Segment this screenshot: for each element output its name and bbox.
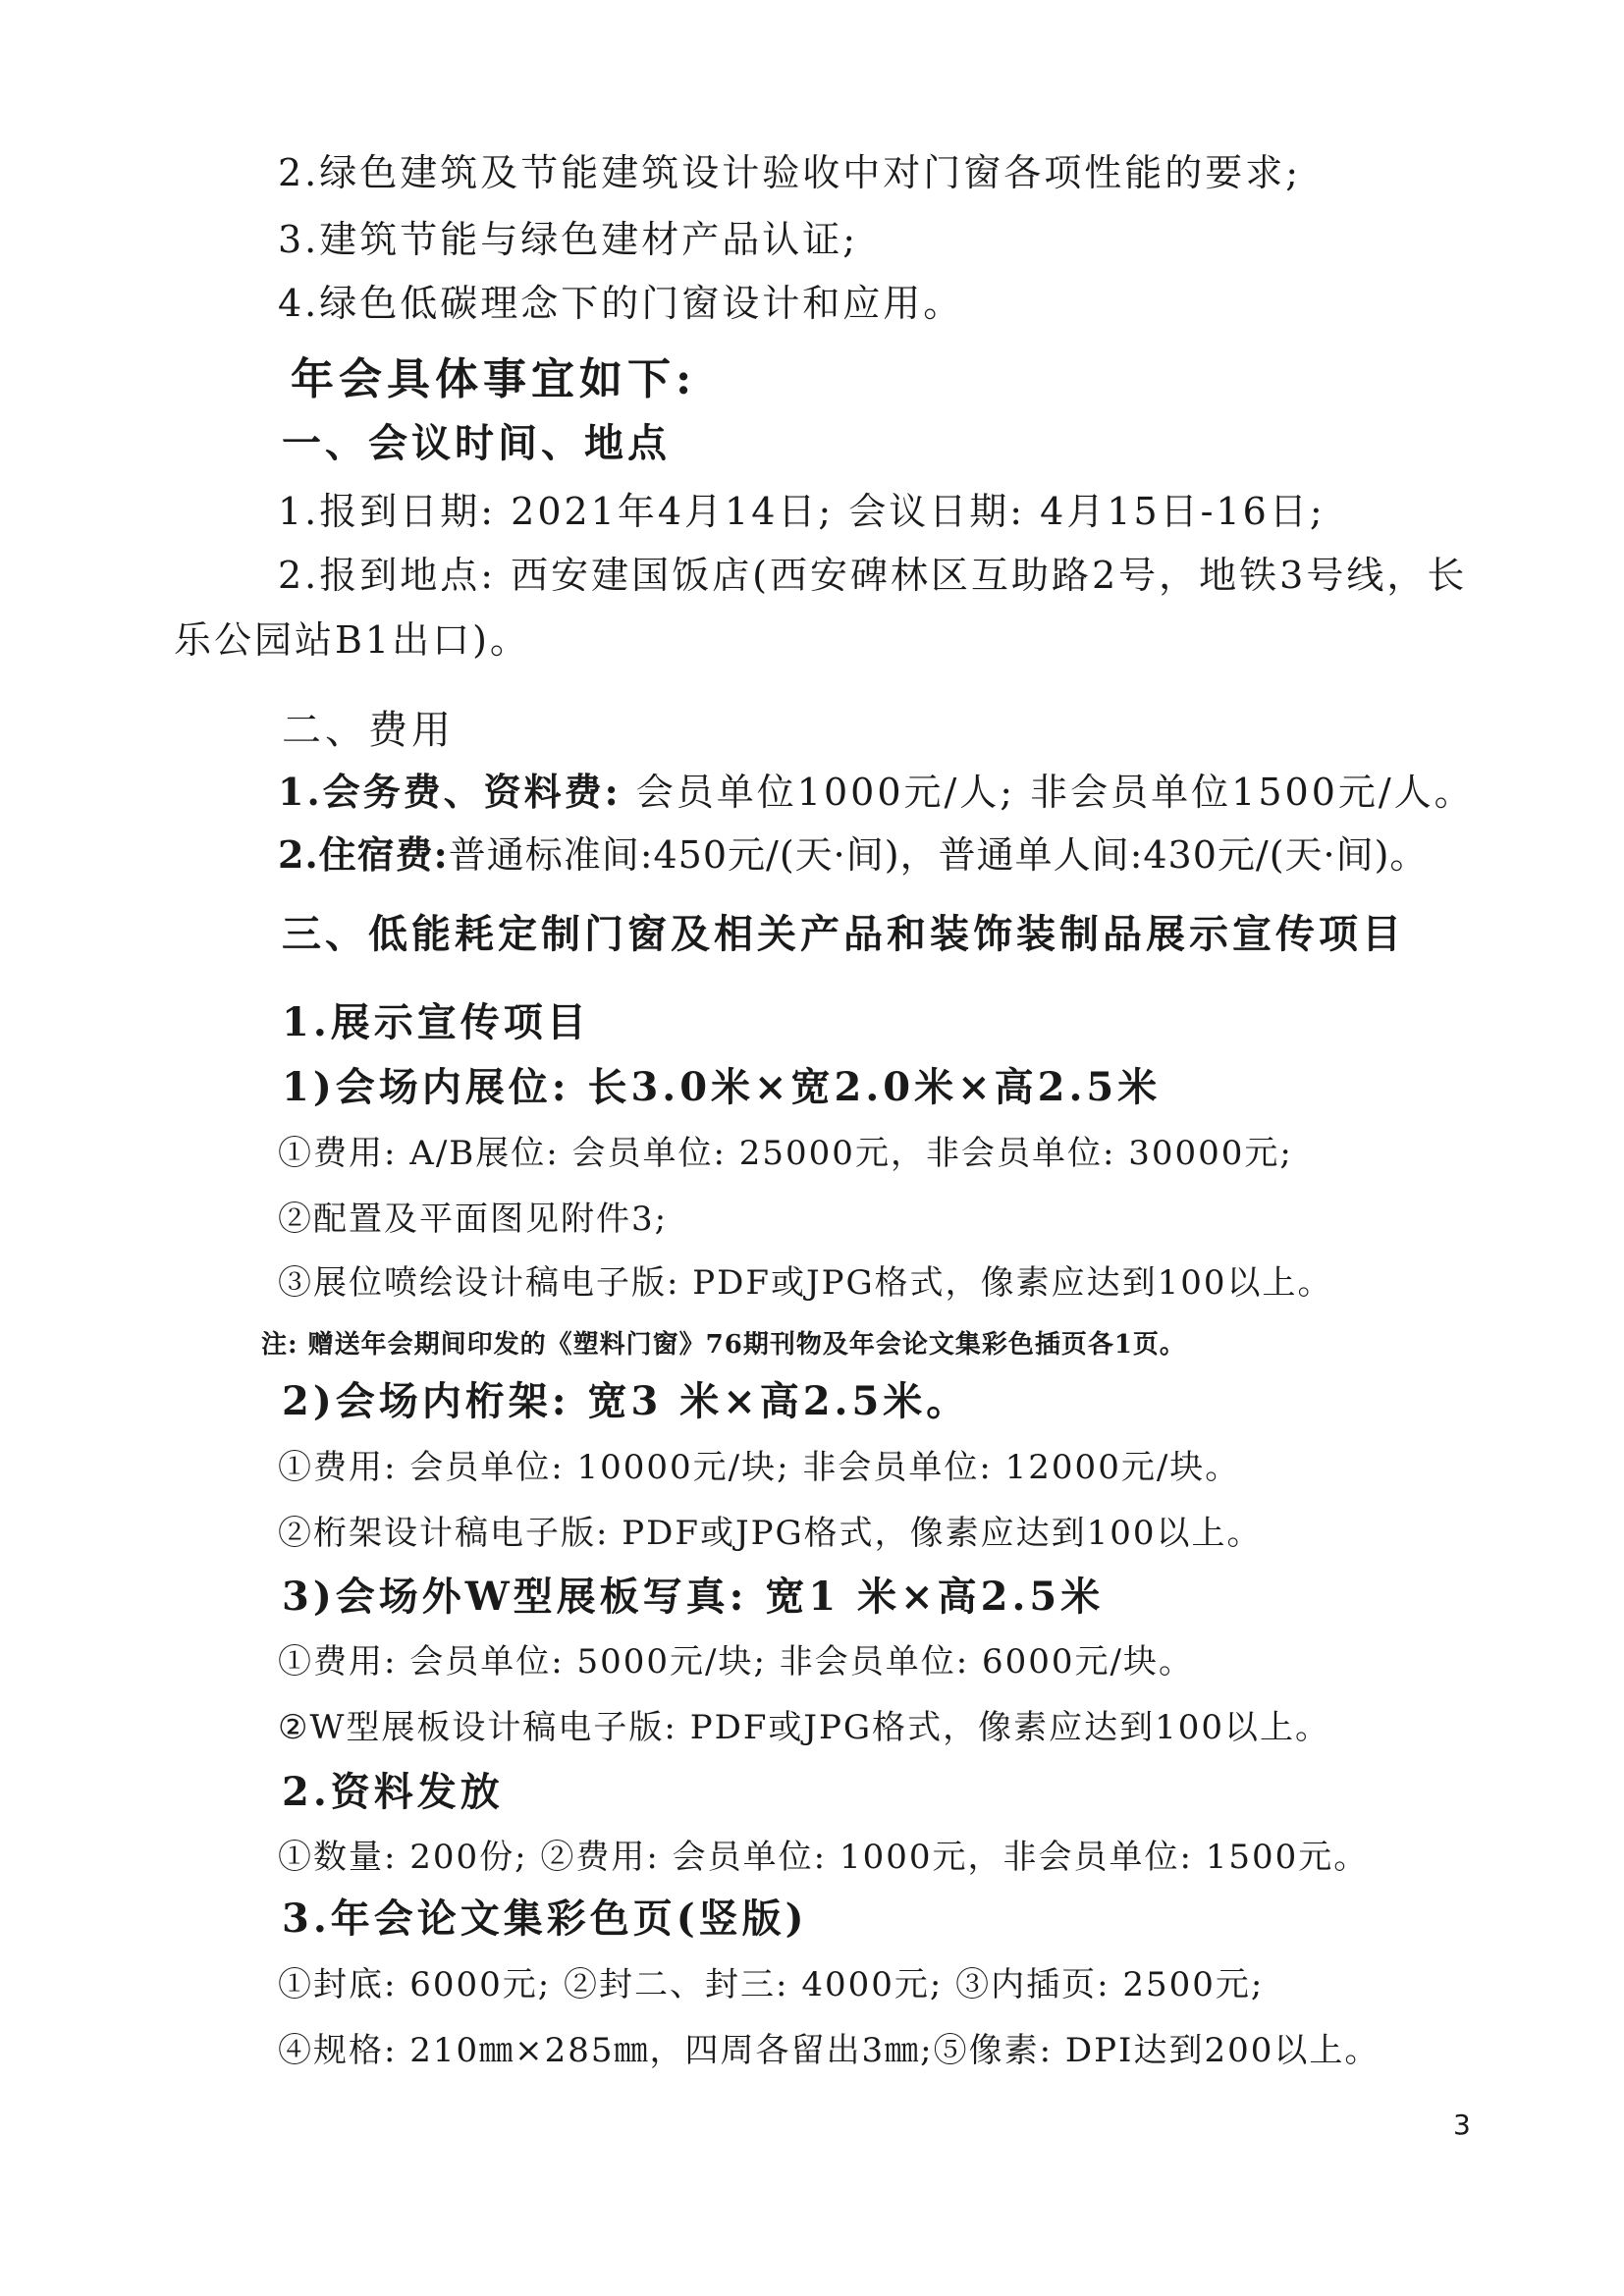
accommodation-fee-value: 普通标准间:450元/(天·间)，普通单人间:430元/(天·间)。 (448, 833, 1429, 877)
booth-item: ①费用: A/B展位: 会员单位: 25000元，非会员单位: 30000元; (278, 1134, 1293, 1173)
section-heading: 一、会议时间、地点 (282, 420, 671, 466)
meeting-fee (278, 770, 1475, 814)
wboard-title: 3)会场外W型展板写真: 宽1 米×高2.5米 (282, 1574, 1105, 1620)
material-line: ①数量: 200份; ②费用: 会员单位: 1000元，非会员单位: 1500元。 (278, 1838, 1370, 1877)
booth-note: 注: 赠送年会期间印发的《塑料门窗》76期刊物及年会论文集彩色插页各1页。 (261, 1330, 1186, 1360)
color-page-item: ①封底: 6000元; ②封二、封三: 4000元; ③内插页: 2500元; (278, 1965, 1265, 2004)
booth-item: ③展位喷绘设计稿电子版: PDF或JPG格式，像素应达到100以上。 (278, 1263, 1333, 1303)
registration-location: 2.报到地点: 西安建国饭店(西安碑林区互助路2号，地铁3号线，长 (278, 554, 1468, 597)
color-page-item: ④规格: 210㎜×285㎜，四周各留出3㎜;⑤像素: DPI达到200以上。 (278, 2031, 1380, 2070)
truss-item: ②桁架设计稿电子版: PDF或JPG格式，像素应达到100以上。 (278, 1514, 1263, 1553)
wboard-item: ①费用: 会员单位: 5000元/块; 非会员单位: 6000元/块。 (278, 1642, 1195, 1682)
subsection-heading: 1.展示宣传项目 (282, 999, 590, 1045)
topic-item: 4.绿色低碳理念下的门窗设计和应用。 (278, 282, 964, 325)
accommodation-fee (278, 832, 1429, 877)
wboard-item: ②W型展板设计稿电子版: PDF或JPG格式，像素应达到100以上。 (278, 1708, 1330, 1747)
meeting-fee-value: 会员单位1000元/人; 非会员单位1500元/人。 (621, 771, 1475, 814)
topic-item: 2.绿色建筑及节能建筑设计验收中对门窗各项性能的要求; (278, 151, 1302, 194)
registration-location-cont: 乐公园站B1出口)。 (174, 618, 530, 662)
booth-title: 1)会场内展位: 长3.0米×宽2.0米×高2.5米 (282, 1064, 1162, 1110)
truss-item: ①费用: 会员单位: 10000元/块; 非会员单位: 12000元/块。 (278, 1448, 1241, 1487)
truss-title: 2)会场内桁架: 宽3 米×高2.5米。 (282, 1378, 970, 1424)
intro-heading: 年会具体事宜如下: (291, 354, 697, 404)
subsection-heading: 2.资料发放 (282, 1769, 504, 1815)
booth-item: ②配置及平面图见附件3; (278, 1200, 669, 1239)
section-heading: 二、费用 (282, 708, 455, 753)
page-number: 3 (1453, 2109, 1471, 2141)
accommodation-fee-label: 2.住宿费: (278, 832, 449, 877)
section-heading: 三、低能耗定制门窗及相关产品和装饰装制品展示宣传项目 (282, 911, 1405, 957)
registration-dates: 1.报到日期: 2021年4月14日; 会议日期: 4月15日-16日; (278, 490, 1326, 533)
topic-item: 3.建筑节能与绿色建材产品认证; (278, 218, 859, 261)
meeting-fee-label: 1.会务费、资料费: (278, 770, 622, 814)
subsection-heading: 3.年会论文集彩色页(竖版) (282, 1896, 808, 1942)
